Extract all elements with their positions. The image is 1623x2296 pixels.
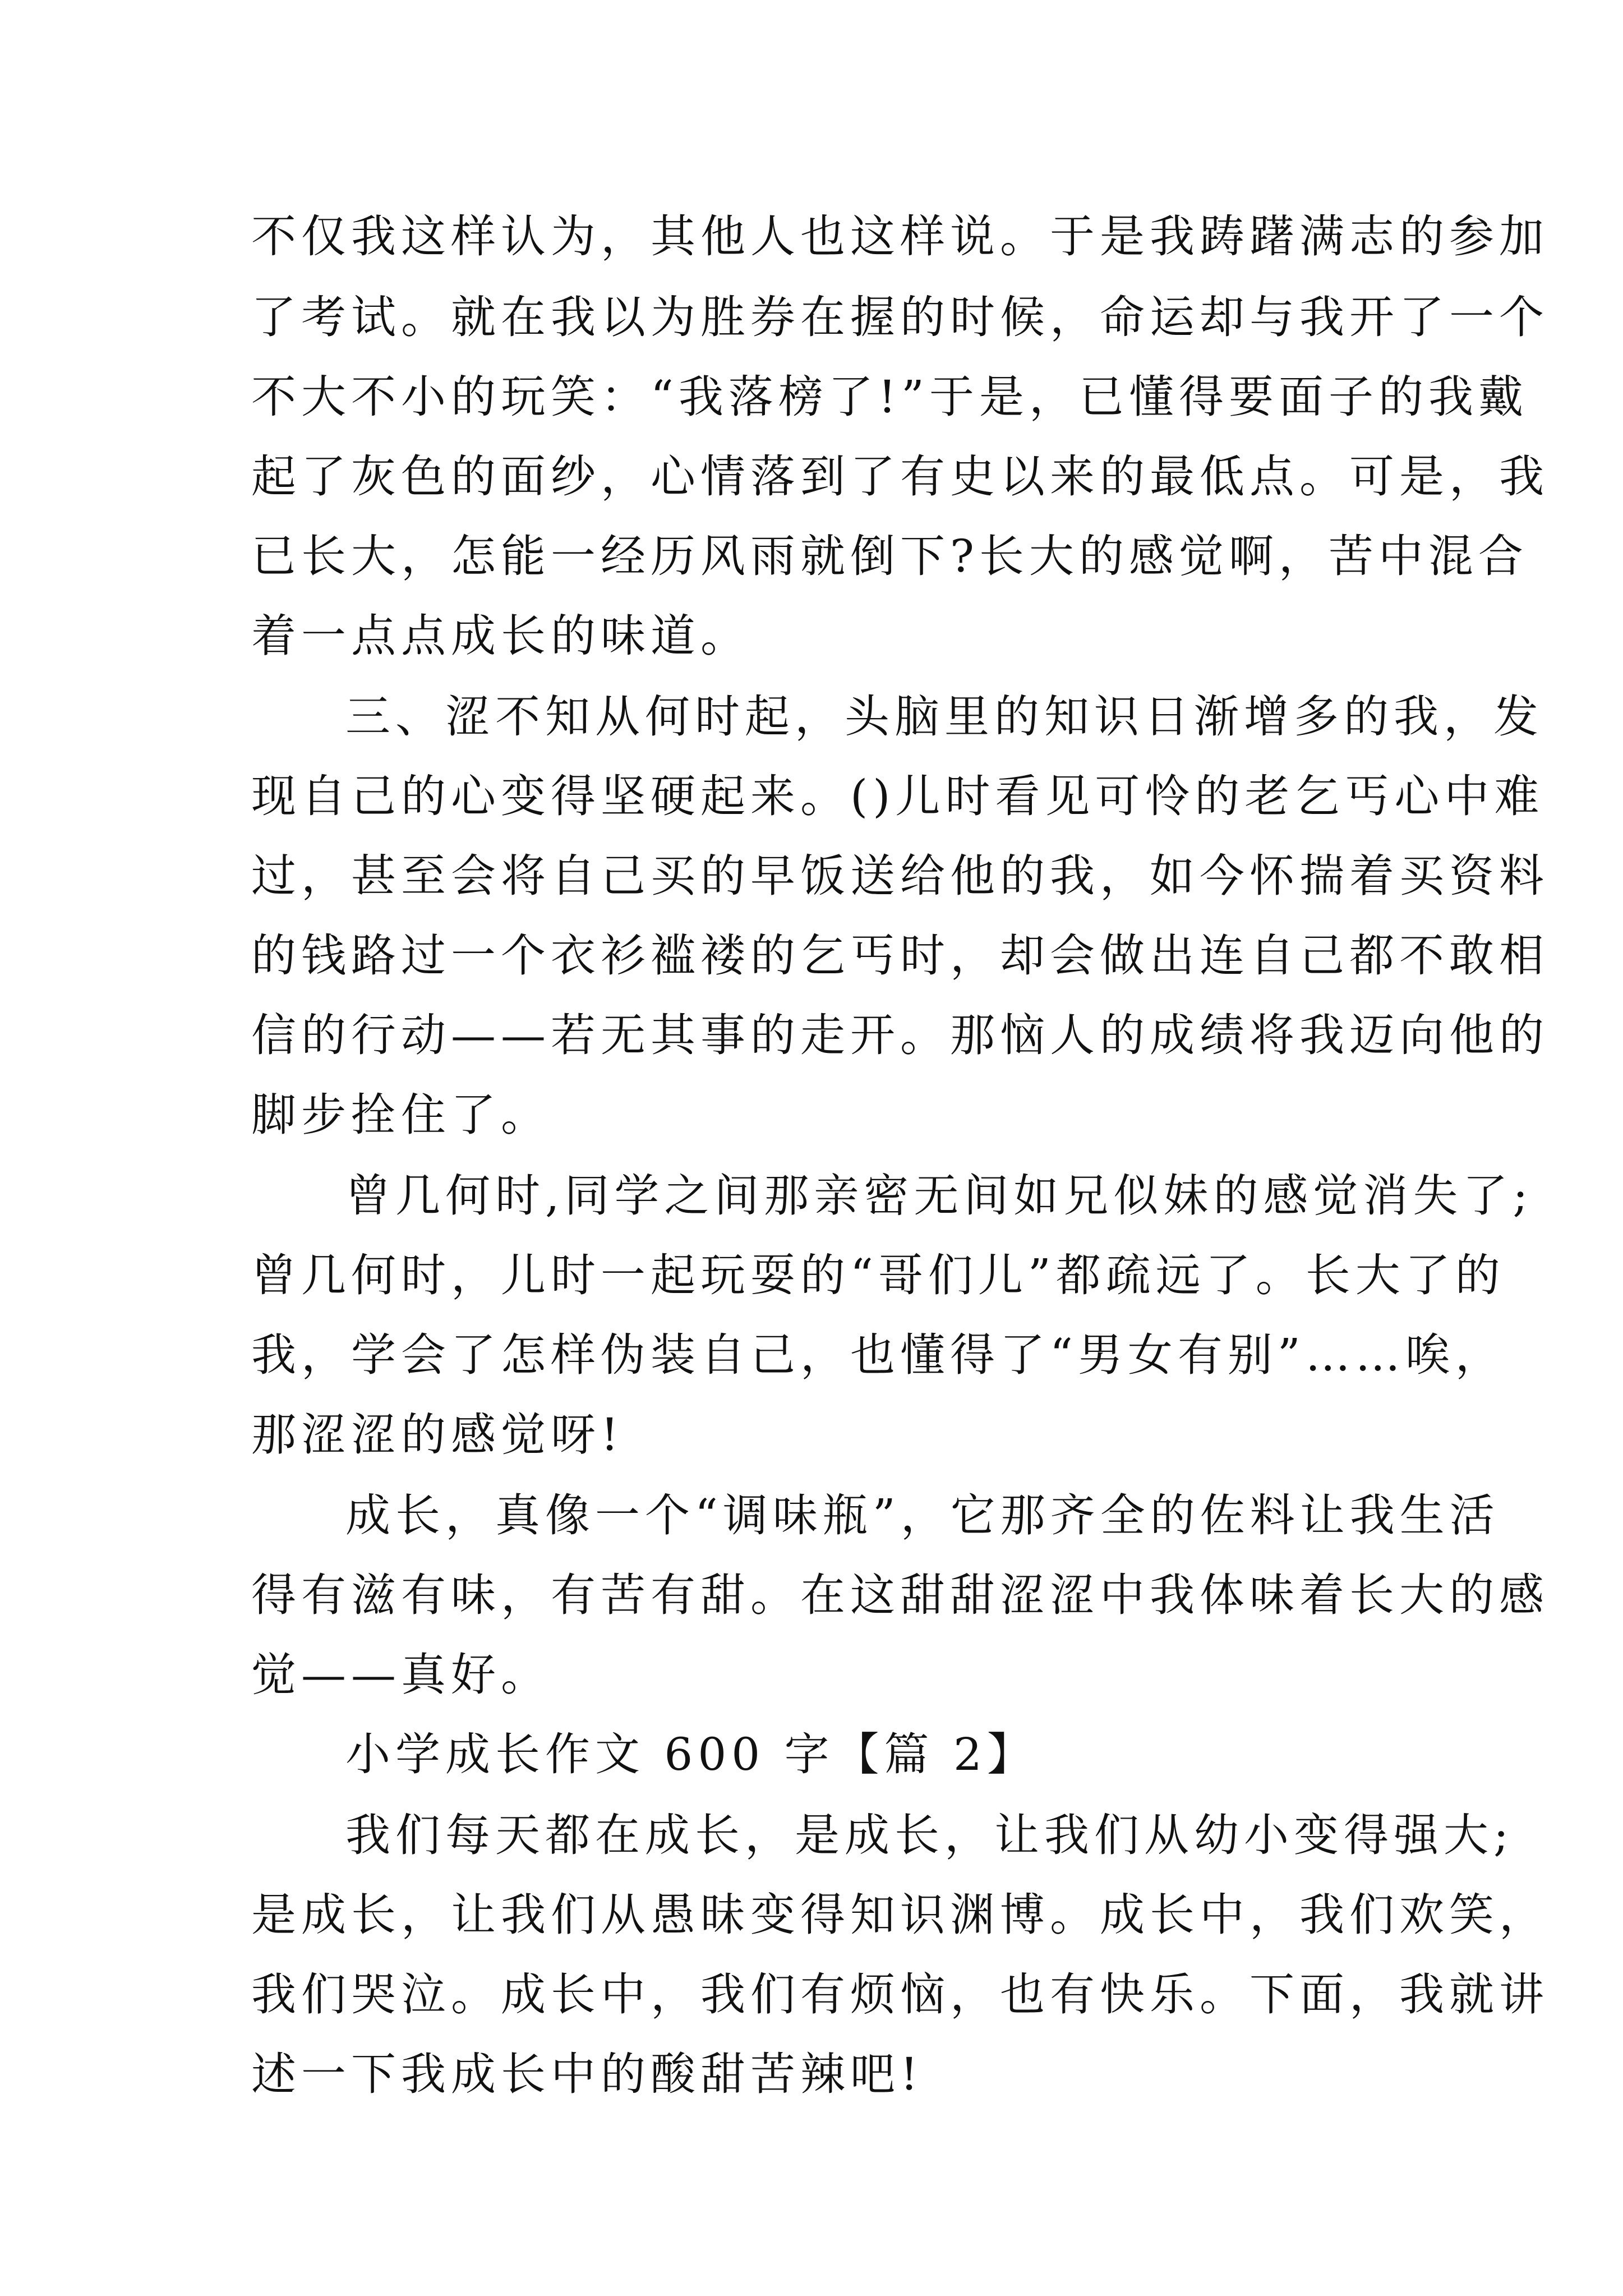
paragraph-first-line: 曾几何时,同学之间那亲密无间如兄似妹的感觉消失了; [345, 1170, 1533, 1222]
text-line: 过，甚至会将自己买的早饭送给他的我，如今怀揣着买资料 [251, 850, 1549, 902]
text-line: 的钱路过一个衣衫褴褛的乞丐时，却会做出连自己都不敢相 [251, 930, 1549, 982]
text-line: 我，学会了怎样伪装自己，也懂得了“男女有别”……唉， [251, 1329, 1505, 1381]
text-line: 脚步拴住了。 [251, 1089, 551, 1141]
text-line: 那涩涩的感觉呀! [251, 1409, 624, 1461]
text-line: 已长大，怎能一经历风雨就倒下?长大的感觉啊，苦中混合 [251, 530, 1528, 582]
text-line: 起了灰色的面纱，心情落到了有史以来的最低点。可是，我 [251, 450, 1549, 503]
text-line: 觉——真好。 [251, 1649, 551, 1701]
text-line: 现自己的心变得坚硬起来。()儿时看见可怜的老乞丐心中难 [251, 770, 1544, 822]
text-line: 得有滋有味，有苦有甜。在这甜甜涩涩中我体味着长大的感 [251, 1569, 1549, 1621]
text-line: 不仅我这样认为，其他人也这样说。于是我踌躇满志的参加 [251, 210, 1549, 263]
text-line: 述一下我成长中的酸甜苦辣吧! [251, 2048, 924, 2100]
text-line: 着一点点成长的味道。 [251, 610, 750, 662]
text-line: 曾几何时，儿时一起玩耍的“哥们儿”都疏远了。长大了的 [251, 1249, 1505, 1301]
text-line: 我们哭泣。成长中，我们有烦恼，也有快乐。下面，我就讲 [251, 1968, 1549, 2021]
text-line: 不大不小的玩笑：“我落榜了!”于是，已懂得要面子的我戴 [251, 371, 1528, 423]
text-line: 了考试。就在我以为胜券在握的时候，命运却与我开了一个 [251, 291, 1549, 343]
paragraph-first-line: 我们每天都在成长，是成长，让我们从幼小变得强大; [345, 1809, 1514, 1861]
paragraph-first-line: 成长，真像一个“调味瓶”，它那齐全的佐料让我生活 [345, 1489, 1500, 1542]
text-line: 是成长，让我们从愚昧变得知识渊博。成长中，我们欢笑， [251, 1889, 1549, 1941]
text-line: 信的行动——若无其事的走开。那恼人的成绩将我迈向他的 [251, 1009, 1549, 1061]
section-heading: 小学成长作文 600 字【篇 2】 [345, 1728, 1037, 1780]
paragraph-first-line: 三、涩不知从何时起，头脑里的知识日渐增多的我，发 [345, 691, 1543, 743]
